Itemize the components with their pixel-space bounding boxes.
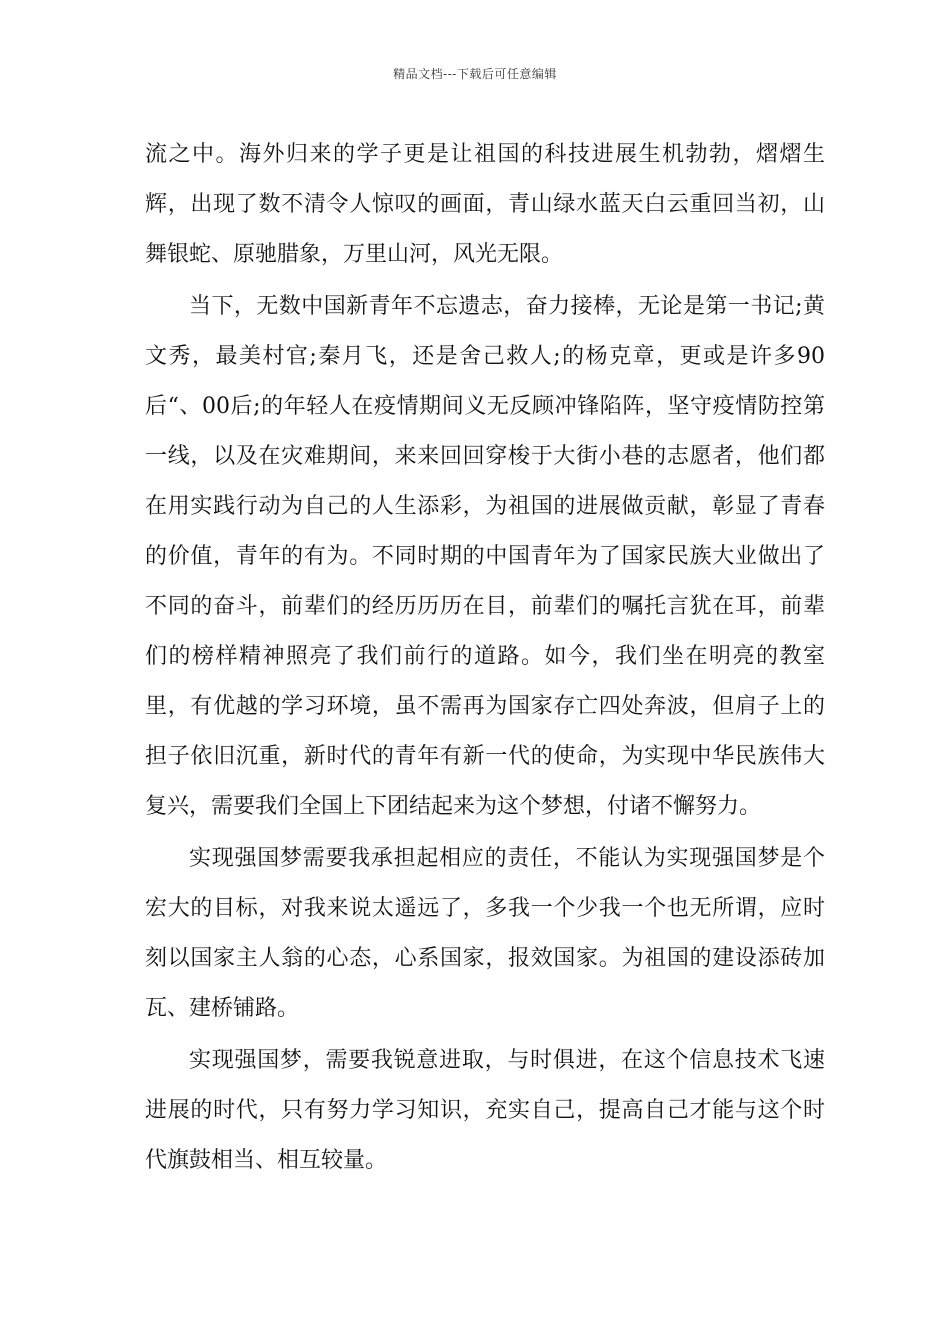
paragraph-3: 实现强国梦需要我承担起相应的责任，不能认为实现强国梦是个宏大的目标，对我来说太遥远了，多我一个少我一个也无所谓，应时刻以国家主人翁的心态，心系国家，报效国家。为祖国的建设添砖加瓦、建桥铺路。 — [145, 846, 825, 1021]
paragraph-1: 流之中。海外归来的学子更是让祖国的科技进展生机勃勃，熠熠生辉，出现了数不清令人惊叹的画面，青山绿水蓝天白云重回当初，山舞银蛇、原驰腊象，万里山河，风光无限。 — [145, 142, 825, 267]
document-body — [145, 130, 825, 1186]
paragraph-2: 当下，无数中国新青年不忘遗志，奋力接棒，无论是第一书记;黄文秀，最美村官;秦月飞，还是舍己救人;的杨克章，更或是许多90后“、00后;的年轻人在疫情期间义无反顾冲锋陷阵，坚守疫情防控第一线，以及在灾难期间，来来回回穿梭于大街小巷的志愿者，他们都在用实践行动为自己的人生添彩，为祖国的进展做贡献，彰显了青春的价值，青年的有为。不同时期的中国青年为了国家民族大业做出了不同的奋斗，前辈们的经历历历在目，前辈们的嘱托言犹在耳，前辈们的榜样精神照亮了我们前行的道路。如今，我们坐在明亮的教室里，有优越的学习环境，虽不需再为国家存亡四处奔波，但肩子上的担子依旧沉重，新时代的青年有新一代的使命，为实现中华民族伟大复兴，需要我们全国上下团结起来为这个梦想，付诸不懈努力。 — [145, 294, 825, 819]
paragraph-4: 实现强国梦，需要我锐意进取，与时俱进，在这个信息技术飞速进展的时代，只有努力学习知识，充实自己，提高自己才能与这个时代旗鼓相当、相互较量。 — [145, 1048, 825, 1173]
page-header: 精品文档---下载后可任意编辑 — [393, 67, 557, 81]
